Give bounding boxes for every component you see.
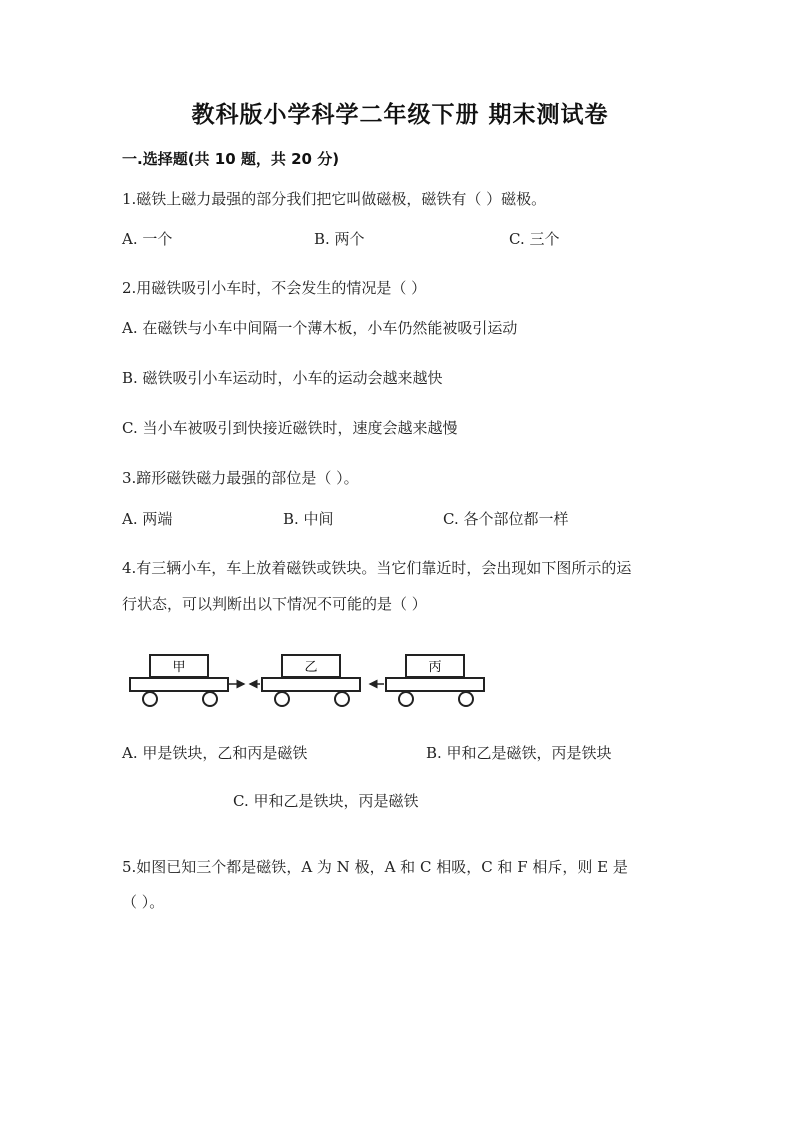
question-1-option-a[interactable]: A. 一个 (122, 230, 173, 248)
question-5-stem-line-1: 5.如图已知三个都是磁铁，A 为 N 极，A 和 C 相吸，C 和 F 相斥，则 E 是 (122, 858, 628, 876)
cart-bing-wheel-right (459, 692, 473, 706)
cart-bing-label: 丙 (428, 660, 442, 675)
question-2-option-c[interactable]: C. 当小车被吸引到快接近磁铁时，速度会越来越慢 (122, 419, 458, 437)
page-title: 教科版小学科学二年级下册 期末测试卷 (191, 102, 609, 128)
cart-yi-body (262, 678, 360, 691)
question-4-option-c[interactable]: C. 甲和乙是铁块，丙是磁铁 (233, 792, 419, 810)
question-2-option-a[interactable]: A. 在磁铁与小车中间隔一个薄木板，小车仍然能被吸引运动 (122, 319, 518, 337)
cart-jia-body (130, 678, 228, 691)
cart-bing-body (386, 678, 484, 691)
question-3-stem: 3.蹄形磁铁磁力最强的部位是（ ）。 (122, 469, 359, 487)
question-4-option-a[interactable]: A. 甲是铁块，乙和丙是磁铁 (122, 744, 308, 762)
cart-yi-label: 乙 (304, 660, 318, 675)
question-4-stem-line-1: 4.有三辆小车，车上放着磁铁或铁块。当它们靠近时，会出现如下图所示的运 (122, 559, 632, 577)
question-1-option-c[interactable]: C. 三个 (509, 230, 560, 248)
cart-jia-label: 甲 (172, 660, 186, 675)
question-2-option-b[interactable]: B. 磁铁吸引小车运动时，小车的运动会越来越快 (122, 369, 443, 387)
question-3-option-b[interactable]: B. 中间 (283, 510, 334, 528)
carts-figure (120, 645, 500, 715)
cart-jia-wheel-left (143, 692, 157, 706)
cart-yi-wheel-right (335, 692, 349, 706)
question-1-option-b[interactable]: B. 两个 (314, 230, 365, 248)
section-heading: 一.选择题(共 10 题，共 20 分) (122, 150, 340, 168)
cart-bing-wheel-left (399, 692, 413, 706)
question-4-option-b[interactable]: B. 甲和乙是磁铁，丙是铁块 (426, 744, 612, 762)
question-1-stem: 1.磁铁上磁力最强的部分我们把它叫做磁极，磁铁有（ ）磁极。 (122, 190, 547, 208)
cart-yi-wheel-left (275, 692, 289, 706)
cart-yi (262, 655, 360, 706)
question-2-stem: 2.用磁铁吸引小车时，不会发生的情况是（ ） (122, 279, 427, 297)
question-3-option-a[interactable]: A. 两端 (122, 510, 173, 528)
question-3-option-c[interactable]: C. 各个部位都一样 (443, 510, 569, 528)
cart-jia-wheel-right (203, 692, 217, 706)
cart-jia (130, 655, 228, 706)
cart-bing (386, 655, 484, 706)
question-5-stem-line-2: （ ）。 (122, 893, 165, 911)
question-4-stem-line-2: 行状态，可以判断出以下情况不可能的是（ ） (122, 595, 427, 613)
